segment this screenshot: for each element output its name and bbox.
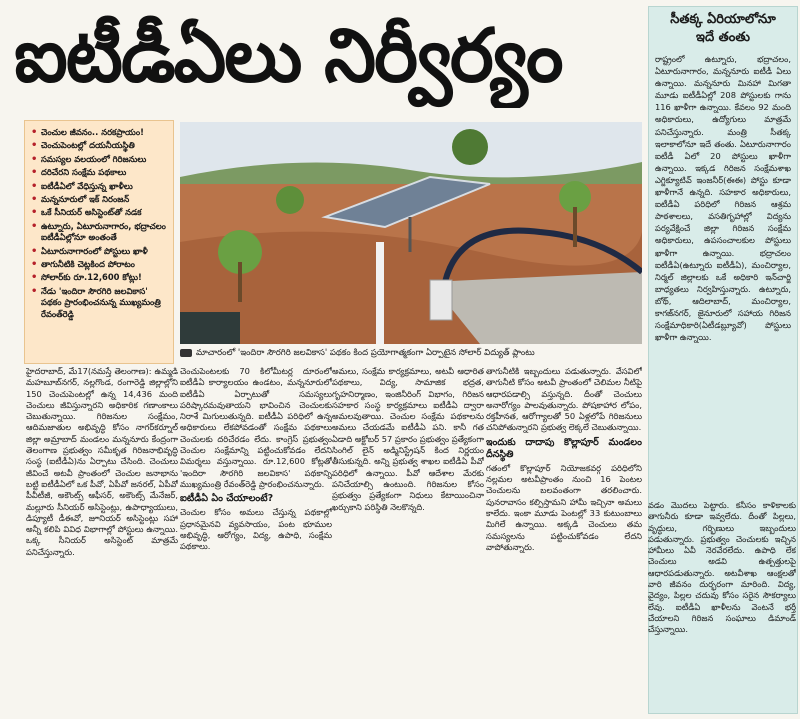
highlight-item: • ఉట్నూరు, ఏటూరునాగారం, భద్రాచలం ఐటీడీఏల్లోనూ అంతంతే <box>31 221 167 244</box>
highlights-list <box>25 121 173 326</box>
highlight-item: • ఏటూరునాగారంలో పోస్టులు ఖాళీ <box>31 246 167 257</box>
column-2-text-a: చెంచుపెంటలకు 70 కిలోమీటర్ల దూరంలో ఐటీడీఏ కార్యాలయం ఉండటం, మన్ననూరులో ఐటీడీఏ ఏర్పాటుతో సమస్యలు పరిష్కారమవుతాయని భావించిన చెంచులకు నిరాశే మిగులుతున్నది. ఐటీడీఏ పరిధిలో ఉన్న అధికారులు లేకపోవడంతో సంక్షేమ పథకాలు చెంచులకు దరిచేరడం లేదు. కాంగ్రెస్ ప్రభుత్వం చెంచుల సంక్షేమాన్ని పట్టించుకోవడం లేదని విమర్శలు వస్తున్నాయి. రూ.12,600 కోట్లతో 'ఇందిరా సౌరగిరి జలవికాస' పథకాన్ని ముఖ్యమంత్రి రేవంత్‌రెడ్డి ప్రారంభించనున్నారు. <box>180 366 332 489</box>
highlight-item: • సమస్యల వలయంలో గిరిజనులు <box>31 154 167 165</box>
camera-icon <box>180 349 192 357</box>
article-column-4 <box>486 366 642 712</box>
column-2-text-b: చెంచుల కోసం అమలు చేస్తున్న పథకాల్లో ప్రధానమైనవి వ్యవసాయం, పంట భూముల అభివృద్ధి, ఆరోగ్యం, విద్య, ఉపాధి, సంక్షేమ పథకాలు. <box>180 507 332 552</box>
highlight-item: • దరిచేరని సంక్షేమ పథకాలు <box>31 167 167 178</box>
headline: ఐటీడీఏలు నిర్వీర్యం <box>14 13 562 99</box>
caption-text: మాచారంలో 'ఇందిరా సౌరగిరి జలవికాస' పథకం కింద ప్రయోగాత్మకంగా ఏర్పాటైన సోలార్ విద్యుత్ ప్లాంటు <box>196 348 535 358</box>
column-4-text-a: తాగునీటికి ఇబ్బందులు పడుతున్నారు. వేసవిలో తాగునీటి కోసం అటవీ ప్రాంతంలో చెలిమల నీటిపై ఆధారపడాల్సి వస్తున్నది. దీంతో చెంచులు అనారోగ్యం పాలవుతున్నారు. పోషకాహార లోపం, రక్తహీనత, ఆరోగ్యాలతో 50 ఏళ్లలోపే గిరిజనులు చనిపోతున్నారని ప్రభుత్వ లెక్కలే చెబుతున్నాయి. <box>486 366 642 433</box>
pump-motor <box>180 312 240 344</box>
column-3-text: అమలు, సంక్షేమ కార్యక్రమాలు, అటవీ ఆధారిత పథకాలు, విద్య, సామాజిక భద్రత, గృహనిర్మాణం, ఇంజినీరింగ్ విభాగం, గిరిజన సహకార సంస్థ కార్యక్రమాలు ఐటీడీఏ ద్వారా అమలవుతాయి. చెంచుల సంక్షేమ పథకాలను అమలు చేయడమే ఐటీడీఏ పని. కానీ గత ఏడాది అక్టోబర్ 57 ప్రకారం ప్రభుత్వం ప్రత్యేకంగా సింగిల్ లైన్ అడ్మినిస్ట్రేషన్ కింద నిర్ణయం తీసుకున్నది. అన్ని ప్రభుత్వ శాఖల ఐటీడీఏ పీవో పరిధిలో ఉన్నాయి. పీవో ఆదేశాల మేరకు పనిచేయాల్సి ఉంటుంది. గిరిజనుల కోసం ప్రభుత్వం ప్రత్యేకంగా నిధులు కేటాయించినా ఖర్చుకాని పరిస్థితి నెలకొన్నది. <box>332 366 484 512</box>
column-1-text: హైదరాబాద్, మే17(నమస్తే తెలంగాణ): ఉమ్మడి మహబూబ్‌నగర్, నల్లగొండ, రంగారెడ్డి జిల్లాల్లోని 150 చెంచుపెంటల్లో ఉన్న 14,436 మంది చెంచులు జీవిస్తున్నారని అధికారిక గణాంకాలు చెబుతున్నాయి. గిరిజనుల సంక్షేమం, ఆదిమజాతుల అభివృద్ధి కోసం నాగర్‌కర్నూల్ జిల్లా అమ్రాబాద్ మండలం మన్ననూరు కేంద్రంగా తెలంగాణ ప్రభుత్వం సమీకృత గిరిజనాభివృద్ధి సంస్థ (ఐటీడీఏ)ను ఏర్పాటు చేసింది. చెంచులు జీవించే అటవీ ప్రాంతంలో చెంచుల జనాభాను బట్టి ఐటీడీఏలో ఒక పీవో, ఏపీవో జనరల్, ఏపీవో పీవీటీజీ, అకౌంట్స్ ఆఫీసర్, అకౌంట్స్ మేనేజర్, మల్లూరు సీనియర్ అసిస్టెంట్లు, ఉపాధ్యాయులు, డిప్యూటీ డీఈవో, జూనియర్ అసిస్టెంట్లు సహా అన్నీ కలిపి వివిధ విభాగాల్లో పోస్టులు ఉన్నాయి. ఒక్క సీనియర్ అసిస్టెంట్ మాత్రమే పనిచేస్తున్నారు. <box>26 366 178 557</box>
article-column-2 <box>180 366 332 712</box>
article-column-5 <box>648 500 796 712</box>
column-4-subheading: ఇందుకు దాదాపు కొల్లాపూర్ మండలం దీనస్థితి <box>486 436 642 460</box>
highlight-item: • నేడు 'ఇందిరా సౌరగిరి జలవికాస' పథకం ప్రారంభించనున్న ముఖ్యమంత్రి రేవంత్‌రెడ్డి <box>31 286 167 320</box>
highlight-item: • మన్ననూరులో ఇక్ నిరంజన్ <box>31 194 167 205</box>
solar-plant-illustration <box>180 122 642 344</box>
sidebar-body: రాష్ట్రంలో ఉట్నూరు, భద్రాచలం, ఏటూరునాగారం, మన్ననూరు ఐటీడీ ఏలు ఉన్నాయి. మన్ననూరు మినహా మిగతా మూడు ఐటీడీఏల్లో 208 పోస్టులకు గాను 116 ఖాళీగా ఉన్నాయి. కేవలం 92 మంది అధికారులు, ఉద్యోగులు మాత్రమే పనిచేస్తున్నారు. మంత్రి సీతక్క ఇలాకాలోనూ ఇదే తంతు. ఏటూరునాగారం ఐటీడీ ఏలో 20 పోస్టులు ఖాళీగా ఉన్నాయి. ఇక్కడ గిరిజన సంక్షేమశాఖ ఎగ్జిక్యూటివ్ ఇంజనీర్(ఈఈ) పోస్టు కూడా ఖాళీగానే ఉన్నది. సహకార అధికారులు, ఐటీడీఏ పరిధిలో గిరిజన ఆశ్రమ పాఠశాలలు, వసతిగృహాల్లో విద్యను పర్యవేక్షించే జిల్లా గిరిజన సంక్షేమ అధికారులు, ఉపసంచాలకుల పోస్టులు ఖాళీగా ఉన్నాయి. భద్రాచలం ఐటీడీఏ(ఉట్నూరు ఐటీడీఏ), మంచిర్యాల, నిర్మల్ జిల్లాలకు ఒకే అధికారి ఇన్‌చార్జి బాధ్యతలు నిర్వహిస్తున్నారు. ఉట్నూరు, బోథ్, ఆదిలాబాద్, మంచిర్యాల, కాగజ్‌నగర్, జైనూరులో సహాయ గిరిజన సంక్షేమాధికారి(ఏటీడబ్ల్యూవో) పోస్టులు ఖాళీగా ఉన్నాయి. <box>655 54 791 343</box>
column-5-text: వడం మొదలు పెట్టారు. కనీసం కాళికాలకు తాగునీరు కూడా ఇవ్వలేదు. దీంతో పిల్లలు, వృద్ధులు, గర్భిణులు ఇబ్బందులు పడుతున్నారు. ప్రభుత్వం చెంచులకు ఇచ్చిన హామీలు ఏవీ నెరవేరలేదు. ఉపాధి లేక చెంచులు అడవి ఉత్పత్తులపై ఆధారపడుతున్నారు. అటవీశాఖ ఆంక్షలతో వారి జీవనం దుర్భరంగా మారింది. విద్య, వైద్యం, పిల్లల చదువు కోసం సరైన సౌకర్యాలు లేవు. ఐటీడీఏ ఖాళీలను వెంటనే భర్తీ చేయాలని గిరిజన సంఘాలు డిమాండ్ చేస్తున్నాయి. <box>648 500 796 635</box>
column-2-subheading: ఐటీడీఏ ఏం చేయాలంటే? <box>180 493 274 505</box>
highlight-item: • సోలార్‌కు రూ.12,600 కోట్లు! <box>31 272 167 283</box>
solar-plant-photo <box>180 122 642 344</box>
highlight-item: • తాగునీటికి చెట్లకింద పోరాటం <box>31 259 167 270</box>
white-pole <box>376 242 384 344</box>
photo-caption <box>180 346 642 360</box>
highlight-item: • ఐటీడీఏలో వేధిస్తున్న ఖాళీలు <box>31 181 167 192</box>
highlights-box <box>24 120 174 364</box>
sidebar-heading-line2: ఇదే తంతు <box>696 30 750 45</box>
sidebar-heading-line1: సీతక్క ఏరియాలోనూ <box>670 12 776 27</box>
article-column-3 <box>332 366 484 712</box>
highlight-item: • ఒకే సీనియర్ అసిస్టెంట్‌తో నడక <box>31 207 167 218</box>
highlight-item: • చెంచుల జీవనం.. నరకప్రాయం! <box>31 127 167 138</box>
highlight-item: • చెంచుపెంటల్లో దయనీయస్థితి <box>31 140 167 151</box>
column-4-text-b: గతంలో కొల్లాపూర్ నియోజకవర్గ పరిధిలోని నల్లమల అటవీప్రాంతం నుంచి 16 పెంటల చెంచులను బలవంతంగా తరలించారు. పునరావాసం కల్పిస్తామని హామీ ఇచ్చినా అమలు కాలేదు. ఇంకా మూడు పెంటల్లో 33 కుటుంబాలు మిగిలే ఉన్నాయి. అక్కడి చెంచులు తమ సమస్యలను పట్టించుకోవడం లేదని వాపోతున్నారు. <box>486 462 642 552</box>
article-column-1 <box>26 366 178 712</box>
sidebar-heading <box>649 7 797 51</box>
